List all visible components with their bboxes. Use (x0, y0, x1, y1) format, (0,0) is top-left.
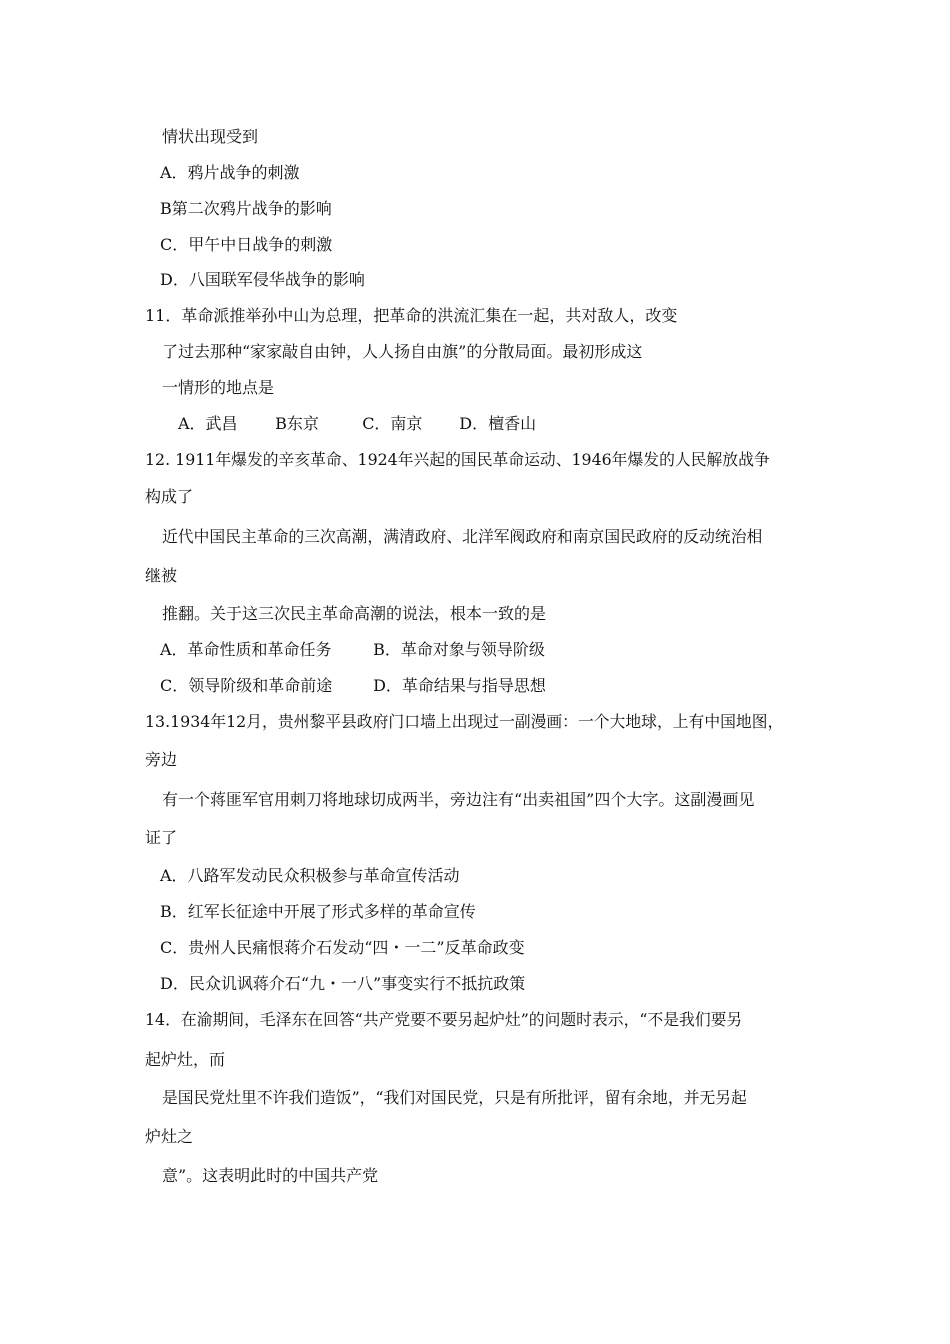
q13-option-c: C．贵州人民痛恨蒋介石发动“四・一二”反革命政变 (160, 938, 525, 957)
q12-options-row-2 (160, 676, 546, 696)
q12-options-row-1 (160, 640, 545, 660)
q14-stem-line-3: 是国民党灶里不许我们造饭”，“我们对国民党，只是有所批评，留有余地，并无另起 (162, 1088, 747, 1107)
q13-option-d: D．民众讥讽蒋介石“九・一八”事变实行不抵抗政策 (160, 974, 526, 993)
q11-option-b: B东京 (275, 414, 319, 433)
q11-options-row (178, 414, 536, 434)
q11-option-c: C．南京 (362, 414, 423, 433)
q11-option-a: A．武昌 (178, 414, 238, 433)
q11-stem-line-2: 了过去那种“家家敲自由钟，人人扬自由旗”的分散局面。最初形成这 (162, 342, 643, 361)
q13-stem-line-1: 13.1934年12月，贵州黎平县政府门口墙上出现过一副漫画：一个大地球，上有中国地图， (145, 712, 784, 731)
q11-option-d: D．檀香山 (459, 414, 537, 433)
q12-option-d: D．革命结果与指导思想 (373, 676, 546, 695)
q14-stem-line-2: 起炉灶，而 (145, 1050, 226, 1069)
q12-option-b: B．革命对象与领导阶级 (373, 640, 545, 659)
q12-option-c: C．领导阶级和革命前途 (160, 676, 333, 695)
q10-stem-continuation: 情状出现受到 (162, 127, 259, 146)
q14-stem-line-5: 意”。这表明此时的中国共产党 (162, 1166, 379, 1185)
q13-stem-line-2: 旁边 (145, 750, 178, 769)
q12-stem-line-2: 构成了 (145, 487, 194, 506)
q12-stem-line-4: 继被 (145, 566, 178, 585)
q10-option-b: B第二次鸦片战争的影响 (160, 199, 332, 218)
q10-option-c: C．甲午中日战争的刺激 (160, 235, 333, 254)
q10-option-a: A．鸦片战争的刺激 (160, 163, 300, 182)
q14-stem-line-1: 14．在渝期间，毛泽东在回答“共产党要不要另起炉灶”的问题时表示，“不是我们要另 (145, 1010, 743, 1029)
q13-option-b: B．红军长征途中开展了形式多样的革命宣传 (160, 902, 476, 921)
q11-stem-line-3: 一情形的地点是 (162, 378, 275, 397)
q14-stem-line-4: 炉灶之 (145, 1127, 194, 1146)
q13-stem-line-3: 有一个蒋匪军官用刺刀将地球切成两半，旁边注有“出卖祖国”四个大字。这副漫画见 (162, 790, 755, 809)
q13-stem-line-4: 证了 (145, 828, 178, 847)
q12-stem-line-1: 12. 1911年爆发的辛亥革命、1924年兴起的国民革命运动、1946年爆发的人民解放战争 (145, 450, 770, 469)
q10-option-d: D．八国联军侵华战争的影响 (160, 270, 365, 289)
q12-option-a: A．革命性质和革命任务 (160, 640, 332, 659)
q13-option-a: A．八路军发动民众积极参与革命宣传活动 (160, 866, 460, 885)
q11-stem-line-1: 11．革命派推举孙中山为总理，把革命的洪流汇集在一起，共对敌人，改变 (145, 306, 678, 325)
q12-stem-line-5: 推翻。关于这三次民主革命高潮的说法，根本一致的是 (162, 604, 547, 623)
q12-stem-line-3: 近代中国民主革命的三次高潮，满清政府、北洋军阀政府和南京国民政府的反动统治相 (162, 527, 763, 546)
